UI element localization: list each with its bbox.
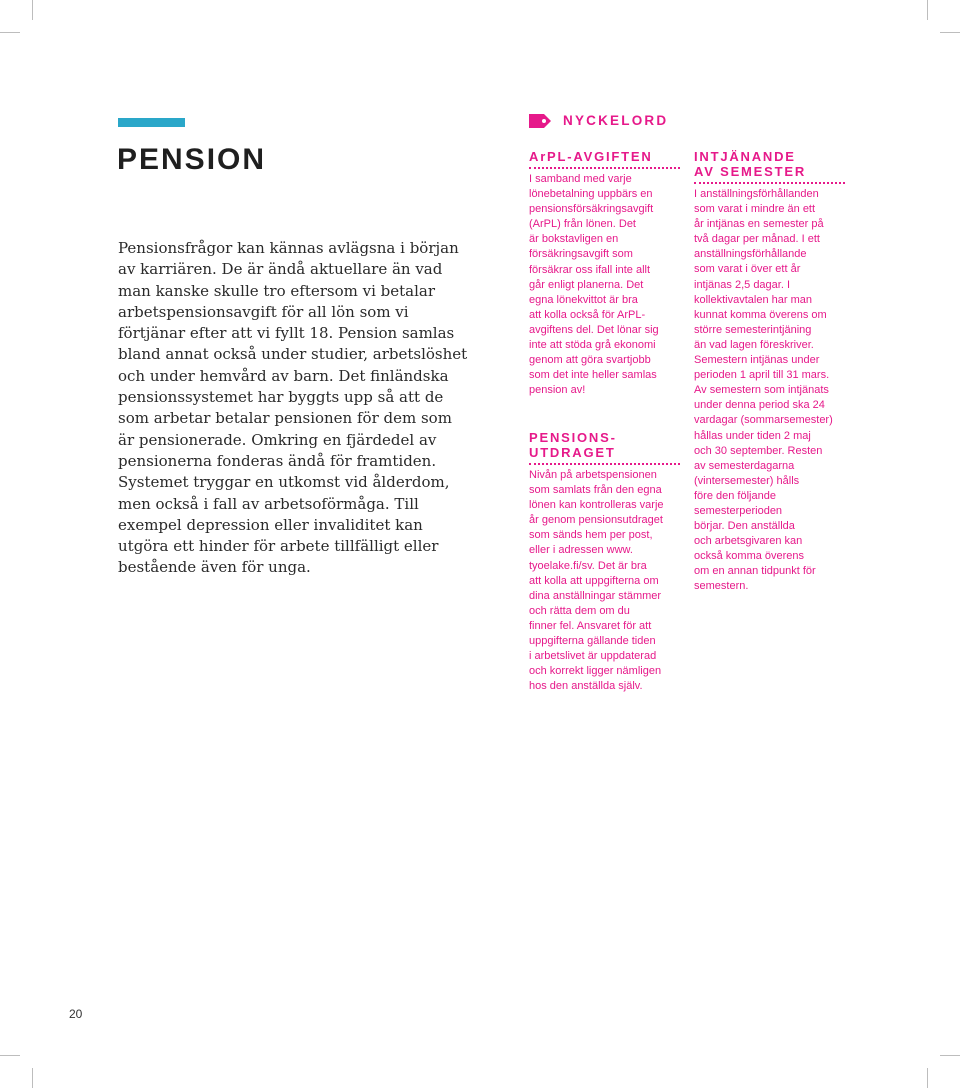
text-line: finner fel. Ansvaret för att: [529, 619, 652, 632]
text-line: och korrekt ligger nämligen: [529, 665, 662, 678]
section-heading: PENSIONS-: [529, 430, 617, 445]
page-title: PENSION: [117, 143, 267, 176]
text-line: egna lönekvittot är bra: [529, 293, 638, 306]
text-line: av semesterdagarna: [694, 459, 795, 472]
text-line: kollektivavtalen har man: [694, 293, 813, 306]
text-line: intjänas 2,5 dagar. I: [694, 278, 791, 291]
text-line: bland annat också under studier, arbetslöshet: [118, 345, 468, 364]
section-heading: INTJÄNANDE: [694, 149, 796, 164]
text-line: av karriären. De är ändå aktuellare än vad: [118, 260, 443, 279]
text-line: semesterperioden: [694, 504, 783, 517]
text-line: än vad lagen föreskriver.: [694, 338, 814, 351]
crop-mark-bottom-right: [927, 1068, 928, 1088]
crop-mark-top-right: [927, 0, 928, 20]
text-line: Nivån på arbetspensionen: [529, 469, 657, 481]
text-line: i arbetslivet är uppdaterad: [529, 650, 657, 663]
text-line: pensionerna fonderas ändå för framtiden.: [118, 451, 437, 470]
text-line: som sänds hem per post,: [529, 529, 653, 542]
text-line: lönebetalning uppbärs en: [529, 188, 653, 201]
keywords-header: [529, 113, 668, 128]
text-line: större semesterintjäning: [694, 323, 812, 336]
text-line: I anställningsförhållanden: [694, 188, 819, 200]
keywords-title: NYCKELORD: [563, 113, 669, 128]
text-line: man kanske skulle tro eftersom vi betalar: [118, 281, 436, 300]
crop-mark-top-left: [32, 0, 33, 20]
text-line: går enligt planerna. Det: [529, 278, 644, 291]
text-line: exempel depression eller invaliditet kan: [118, 515, 423, 534]
text-line: (vintersemester) hålls: [694, 474, 800, 487]
text-line: om en annan tidpunkt för: [694, 565, 816, 578]
text-line: förtjänar efter att vi fyllt 18. Pension samlas: [118, 324, 455, 343]
crop-mark-bottom-right-h: [940, 1055, 960, 1056]
section-text: [529, 468, 689, 694]
text-line: I samband med varje: [529, 173, 632, 185]
text-line: eller i adressen www.: [529, 544, 633, 557]
text-line: är bokstavligen en: [529, 233, 619, 246]
text-line: (ArPL) från lönen. Det: [529, 218, 636, 231]
crop-mark-bottom-left: [32, 1068, 33, 1088]
text-line: och 30 september. Resten: [694, 444, 823, 457]
section-heading: AV SEMESTER: [694, 164, 807, 179]
text-line: att kolla också för ArPL-: [529, 308, 646, 321]
text-line: också komma överens: [694, 550, 805, 563]
text-line: år genom pensionsutdraget: [529, 514, 663, 527]
section-text: [694, 187, 854, 595]
text-line: hållas under tiden 2 maj: [694, 429, 811, 442]
dotted-divider: [694, 180, 845, 184]
section-utdrag: [529, 430, 689, 694]
text-line: genom att göra svartjobb: [529, 354, 651, 367]
crop-mark-top-right-h: [940, 32, 960, 33]
text-line: Semestern intjänas under: [694, 354, 820, 367]
crop-mark-top-left-h: [0, 32, 20, 33]
text-line: Systemet tryggar en utkomst vid ålderdom,: [118, 473, 450, 492]
section-arpl: [529, 149, 689, 398]
text-line: Pensionsfrågor kan kännas avlägsna i början: [118, 239, 459, 257]
text-line: lönen kan kontrolleras varje: [529, 499, 664, 512]
text-line: som varat i mindre än ett: [694, 203, 816, 216]
text-line: pensionssystemet har byggts upp så att de: [118, 388, 444, 407]
text-line: före den följande: [694, 489, 776, 502]
text-line: pension av!: [529, 384, 586, 397]
text-line: år intjänas en semester på: [694, 218, 824, 231]
section-heading: UTDRAGET: [529, 445, 616, 460]
text-line: inte att stöda grå ekonomi: [529, 339, 656, 352]
text-line: kunnat komma överens om: [694, 308, 827, 321]
text-line: semestern.: [694, 580, 749, 593]
text-line: som det inte heller samlas: [529, 369, 657, 382]
crop-mark-bottom-left-h: [0, 1055, 20, 1056]
text-line: dina anställningar stämmer: [529, 589, 662, 602]
text-line: utgöra ett hinder för arbete tillfälligt eller: [118, 537, 439, 556]
text-line: arbetspensionsavgift för all lön som vi: [118, 302, 409, 321]
text-line: under denna period ska 24: [694, 399, 825, 412]
text-line: försäkrar oss ifall inte allt: [529, 263, 651, 276]
text-line: hos den anställda själv.: [529, 680, 643, 693]
text-line: pensionsförsäkringsavgift: [529, 203, 654, 216]
text-line: som arbetar betalar pensionen för dem som: [118, 409, 452, 428]
text-line: börjar. Den anställda: [694, 520, 795, 533]
text-line: att kolla att uppgifterna om: [529, 574, 659, 587]
text-line: perioden 1 april till 31 mars.: [694, 369, 830, 382]
text-line: försäkringsavgift som: [529, 248, 633, 261]
text-line: tyoelake.fi/sv. Det är bra: [529, 559, 647, 572]
text-line: Av semestern som intjänats: [694, 384, 829, 397]
text-line: är pensionerade. Omkring en fjärdedel av: [118, 430, 437, 449]
text-line: anställningsförhållande: [694, 248, 807, 261]
text-line: som samlats från den egna: [529, 484, 662, 497]
section-text: [529, 172, 689, 398]
text-line: avgiftens del. Det lönar sig: [529, 323, 659, 336]
text-line: och under hemvård av barn. Det finländska: [118, 366, 449, 385]
text-line: och arbetsgivaren kan: [694, 535, 803, 548]
text-line: två dagar per månad. I ett: [694, 233, 820, 246]
dotted-divider: [529, 461, 680, 465]
text-line: som varat i över ett år: [694, 263, 801, 276]
section-heading: ArPL-AVGIFTEN: [529, 149, 653, 164]
text-line: uppgifterna gällande tiden: [529, 635, 656, 648]
section-semester: [694, 149, 854, 595]
tag-icon: [529, 114, 551, 128]
text-line: och rätta dem om du: [529, 604, 630, 617]
accent-bar: [118, 118, 185, 127]
text-line: vardagar (sommarsemester): [694, 414, 833, 427]
text-line: men också i fall av arbetsoförmåga. Till: [118, 494, 419, 513]
intro-paragraph: [118, 238, 468, 579]
text-line: bestående även för unga.: [118, 558, 311, 577]
page-number: 20: [69, 1007, 83, 1021]
dotted-divider: [529, 165, 680, 169]
